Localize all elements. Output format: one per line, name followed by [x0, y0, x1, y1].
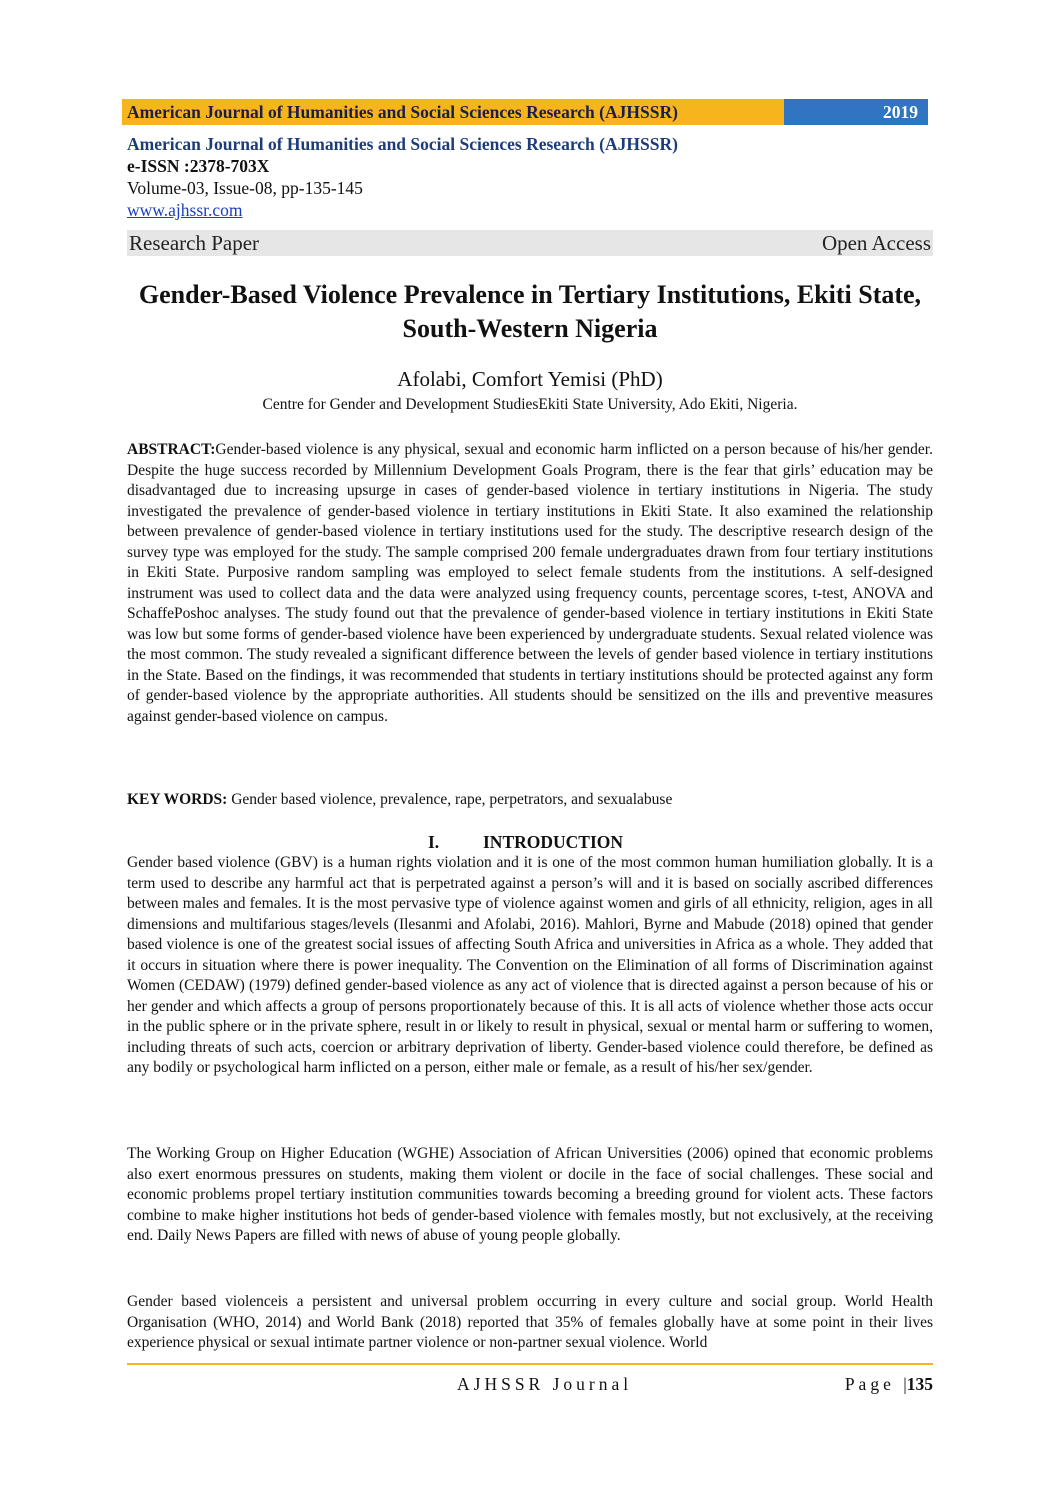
keywords-text: Gender based violence, prevalence, rape, perpetrators, and sexualabuse: [227, 791, 673, 808]
paper-type-bar: [127, 230, 933, 256]
section-number: I.: [428, 832, 440, 852]
keywords: [127, 790, 933, 811]
keywords-label: KEY WORDS:: [127, 791, 228, 808]
abstract-text: Gender-based violence is any physical, sexual and economic harm inflicted on a person because of his/her gender. Despite the huge success recorded by Millennium Development Goals Program, there is the fear that girls’ education may be disadvantaged due to increasing upsurge in cases of gender-based violence in tertiary institutions in Nigeria. The study investigated the prevalence of gender-based violence in tertiary institutions in Ekiti State. It also examined the relationship between prevalence of gender-based violence in tertiary institutions used for the study. The descriptive research design of the survey type was employed for the study. The sample comprised 200 female undergraduates drawn from four tertiary institutions in Ekiti State. Purposive random sampling was employed to select female students from the institutions. A self-designed instrument was used to collect data and the data were analyzed using frequency counts, percentage scores, t-test, ANOVA and SchaffePoshoc analyses. The study found out that the prevalence of gender-based violence in tertiary institutions in Ekiti State was low but some forms of gender-based violence have been experienced by undergraduate students. Sexual related violence was the most common. The study revealed a significant difference between the levels of gender based violence in tertiary institutions in the State. Based on the findings, it was recommended that students in tertiary institutions should be protected against any form of gender-based violence by the appropriate authorities. All students should be sensitized on the ills and preventive measures against gender-based violence on campus.: [127, 441, 933, 725]
article-title: Gender-Based Violence Prevalence in Tertiary Institutions, Ekiti State, South-Western Nigeria: [138, 280, 922, 343]
author-affiliation: Centre for Gender and Development StudiesEkiti State University, Ado Ekiti, Nigeria.: [262, 396, 798, 413]
journal-name: American Journal of Humanities and Social Sciences Research (AJHSSR): [127, 134, 678, 154]
access-label: Open Access: [821, 230, 931, 255]
intro-paragraph-1: Gender based violence (GBV) is a human rights violation and it is one of the most common human humiliation globally. It is a term used to describe any harmful act that is perpetrated against a person’s will and it is based on socially ascribed differences between males and females. It is the most pervasive type of violence against women and girls of all ethnicity, religion, ages in all dimensions and multifarious stages/levels (Ilesanmi and Afolabi, 2016). Mahlori, Byrne and Mabude (2018) opined that gender based violence is one of the greatest social issues of affecting South Africa and universities in Africa as a whole. They added that it occurs in situation where there is power inequality. The Convention on the Elimination of all forms of Discrimination against Women (CEDAW) (1979) defined gender-based violence as any act of violence that is directed against a person because of his or her gender and which affects a group of persons proportionately because of this. It is all acts of violence whether those acts occur in the public sphere or in the private sphere, result in or likely to result in physical, sexual or mental harm or suffering to women, including threats of such acts, coercion or arbitrary deprivation of liberty. Gender-based violence could therefore, be defined as any bodily or psychological harm inflicted on a person, either male or female, as a result of his/her sex/gender.: [127, 854, 933, 1076]
volume-issue: Volume-03, Issue-08, pp-135-145: [127, 178, 363, 198]
footer-journal: AJHSSR Journal: [457, 1374, 633, 1394]
footer-separator: |: [903, 1374, 907, 1394]
page-number: 135: [906, 1374, 933, 1394]
footer-divider: [127, 1363, 933, 1365]
website-link[interactable]: www.ajhssr.com: [127, 200, 243, 220]
intro-paragraph-2: The Working Group on Higher Education (WGHE) Association of African Universities (2006) opined that economic problems also exert enormous pressures on students, making them violent or docile in the face of social challenges. These social and economic problems propel tertiary institution communities towards becoming a breeding ground for violent acts. These factors combine to make higher institutions hot beds of gender-based violence with females mostly, but not exclusively, at the receiving end. Daily News Papers are filled with news of abuse of young people globally.: [127, 1145, 933, 1244]
author-name: Afolabi, Comfort Yemisi (PhD): [397, 367, 663, 391]
intro-paragraph-3: Gender based violenceis a persistent and universal problem occurring in every culture and social group. World Health Organisation (WHO, 2014) and World Bank (2018) reported that 35% of females globally have at some point in their lives experience physical or sexual intimate partner violence or non-partner sexual violence. World: [127, 1293, 933, 1351]
issn: e-ISSN :2378-703X: [127, 156, 270, 176]
footer-page-number: [845, 1374, 933, 1395]
paper-type: Research Paper: [129, 230, 260, 255]
header-band: [122, 99, 928, 125]
section-title: INTRODUCTION: [483, 832, 624, 852]
band-journal-title: American Journal of Humanities and Social Sciences Research (AJHSSR): [122, 99, 784, 125]
band-year: 2019: [784, 99, 928, 125]
footer-page-label: Page: [844, 1374, 895, 1394]
page-footer: [127, 1374, 933, 1396]
journal-info: [127, 133, 933, 221]
abstract-label: ABSTRACT:: [127, 441, 216, 458]
abstract: [127, 440, 933, 727]
